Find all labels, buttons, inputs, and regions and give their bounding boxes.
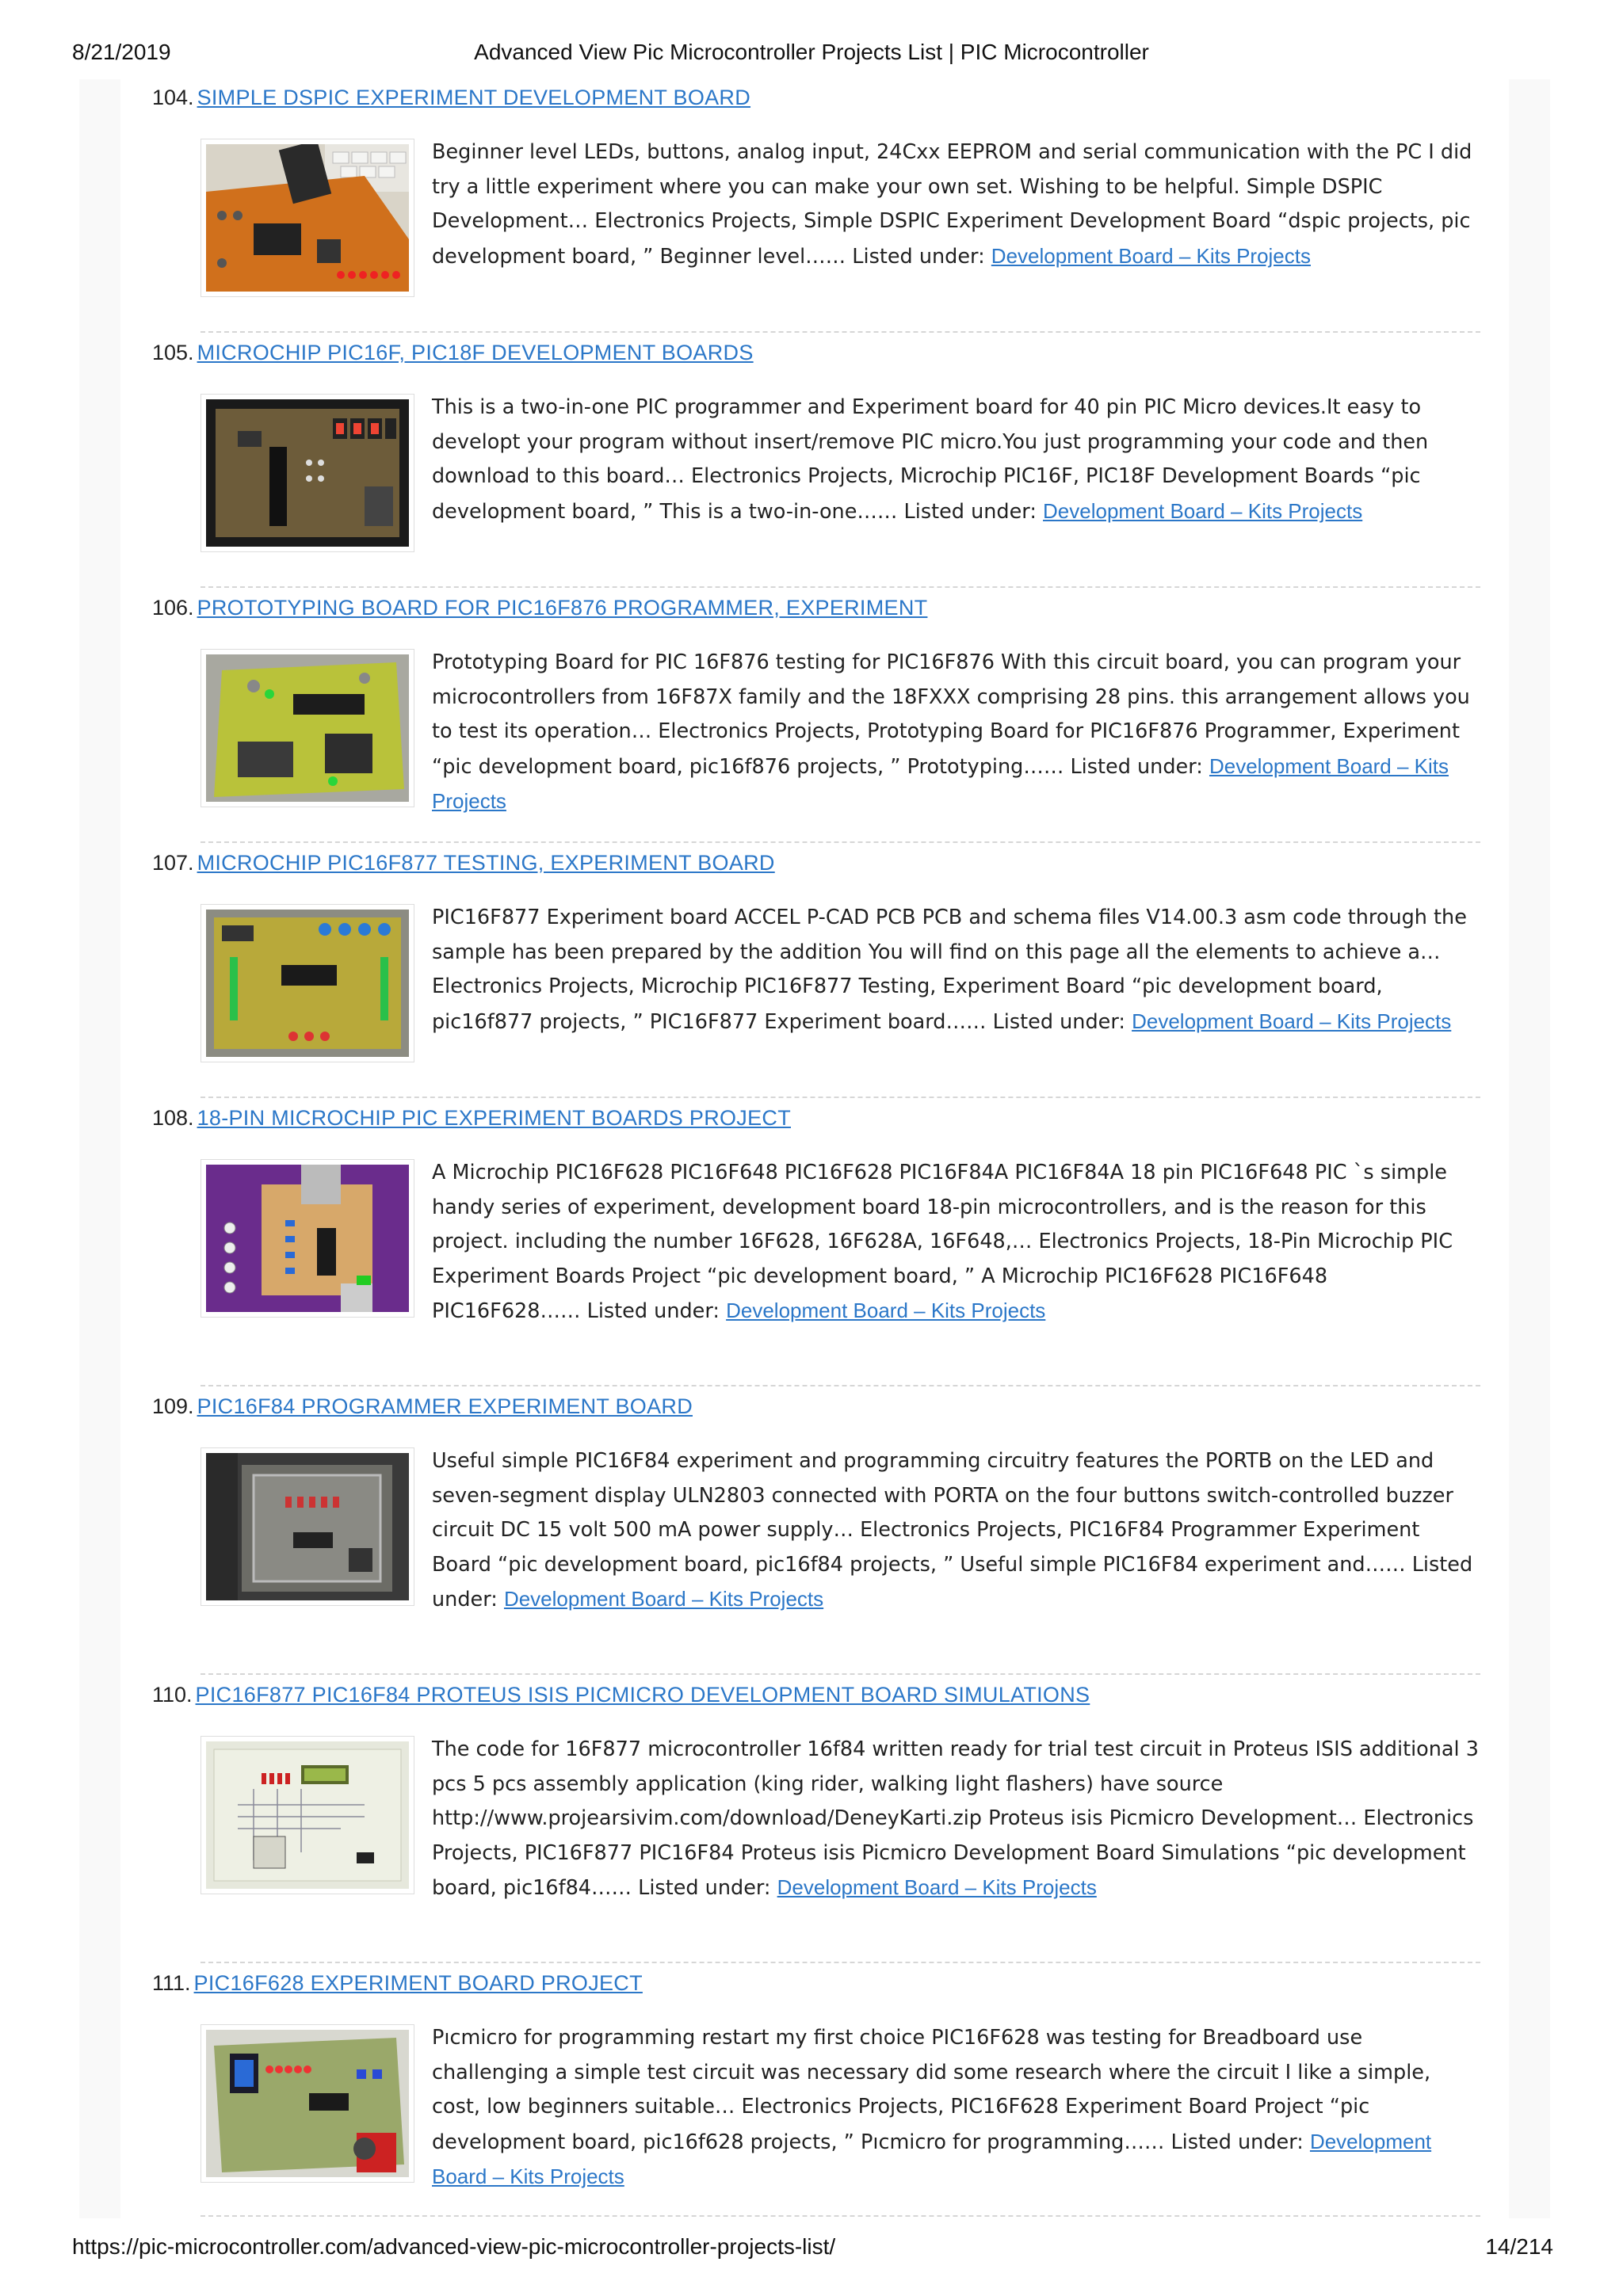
pcb-photo-image xyxy=(206,1453,409,1600)
description-text: Prototyping Board for PIC 16F876 testing for PIC16F876 With this circuit board, you can program your microcontrollers from 16F87X family and the 18FXXX comprising 28 pins. this arrangement allows you to test its operation… Electronics Projects, Prototyping Board for PIC16F876 Programmer, Experiment “pic development board, pic16f876 projects, ” Prototyping…… xyxy=(432,650,1470,779)
print-footer-url: https://pic-microcontroller.com/advanced-view-pic-microcontroller-projects-list/ xyxy=(72,2234,836,2259)
entry-separator xyxy=(200,1962,1480,1963)
listed-under-label: Listed under: xyxy=(1170,2130,1304,2154)
pcb-photo-image xyxy=(206,144,409,292)
entry-number: 106. xyxy=(152,596,194,620)
project-entry xyxy=(152,1392,1480,1611)
entry-description xyxy=(432,1733,1480,1906)
description-text: Pıcmicro for programming restart my first choice PIC16F628 was testing for Breadboard use challenging a simple test circuit was necessary did some research where the circuit I like a simple, cost, low beginners suitable… Electronics Projects, PIC16F628 Experiment Board Project “pic development board, pic16f628 projects, ” Pıcmicro for programming…… xyxy=(432,2026,1431,2154)
pcb-photo-image xyxy=(206,910,409,1057)
entry-thumbnail[interactable] xyxy=(200,904,414,1062)
project-entry xyxy=(152,1104,1480,1323)
entry-title-link[interactable]: PIC16F628 EXPERIMENT BOARD PROJECT xyxy=(193,1971,643,1995)
entry-thumbnail[interactable] xyxy=(200,2024,414,2183)
entry-heading xyxy=(152,849,1480,877)
category-link[interactable]: Development Board – Kits Projects xyxy=(726,1299,1046,1322)
schematic-image xyxy=(206,1741,409,1889)
entry-title-link[interactable]: PIC16F84 PROGRAMMER EXPERIMENT BOARD xyxy=(197,1394,693,1418)
entry-title-link[interactable]: MICROCHIP PIC16F, PIC18F DEVELOPMENT BOARDS xyxy=(197,341,754,364)
entry-heading xyxy=(152,83,1480,112)
category-link[interactable]: Development Board – Kits Projects xyxy=(1132,1009,1452,1033)
entry-number: 105. xyxy=(152,341,194,364)
entry-number: 111. xyxy=(152,1971,191,1995)
entry-separator xyxy=(200,1097,1480,1098)
project-entry xyxy=(152,593,1480,813)
project-entry xyxy=(152,83,1480,269)
category-link[interactable]: Development Board – Kits Projects xyxy=(432,753,1449,813)
category-link[interactable]: Development Board – Kits Projects xyxy=(991,243,1311,268)
listed-under-label: Listed under: xyxy=(852,244,985,269)
entry-thumbnail[interactable] xyxy=(200,1447,414,1606)
project-entry xyxy=(152,1969,1480,2188)
entry-heading xyxy=(152,1969,1480,1997)
print-page-title: Advanced View Pic Microcontroller Projects List | PIC Microcontroller xyxy=(474,40,1149,64)
entry-description xyxy=(432,1444,1480,1618)
listed-under-label: Listed under: xyxy=(992,1009,1125,1034)
description-text: Beginner level LEDs, buttons, analog input, 24Cxx EEPROM and serial communication with the PC I did try a little experiment where you can make your own set. Wishing to be helpful. Simple DSPIC Development… Electronics Projects, Simple DSPIC Experiment Development Board “dspic projects, pic development board, ” Beginner level…… xyxy=(432,140,1472,269)
description-text: The code for 16F877 microcontroller 16f84 written ready for trial test circuit in Proteus ISIS additional 3 pcs 5 pcs assembly application (king rider, walking light flashers) have source http://www.projearsivim.com/download/DeneyKarti.zip Proteus isis Picmicro Development… Electronics Projects, PIC16F877 PIC16F84 Proteus isis Picmicro Development Board Simulations “pic development board, pic16f84…… xyxy=(432,1737,1479,1900)
description-text: PIC16F877 Experiment board ACCEL P-CAD PCB PCB and schema files V14.00.3 asm code through the sample has been prepared by the addition You will find on this page all the elements to achieve a…Electronics Projects, Microchip PIC16F877 Testing, Experiment Board “pic development board, pic16f877 projects, ” PIC16F877 Experiment board…… xyxy=(432,906,1467,1034)
entry-description xyxy=(432,2021,1480,2195)
entry-heading xyxy=(152,338,1480,367)
entry-heading xyxy=(152,1680,1480,1709)
entry-thumbnail[interactable] xyxy=(200,1736,414,1894)
entry-title-link[interactable]: PIC16F877 PIC16F84 PROTEUS ISIS PICMICRO DEVELOPMENT BOARD SIMULATIONS xyxy=(195,1683,1090,1707)
entry-description xyxy=(432,1156,1480,1329)
listed-under-label: Listed under: xyxy=(586,1299,720,1323)
entry-description xyxy=(432,901,1480,1039)
project-entry xyxy=(152,338,1480,524)
pcb-photo-image xyxy=(206,654,409,802)
entry-description xyxy=(432,391,1480,529)
entry-separator xyxy=(200,1673,1480,1675)
entry-heading xyxy=(152,593,1480,622)
entry-thumbnail[interactable] xyxy=(200,649,414,807)
entry-thumbnail[interactable] xyxy=(200,139,414,297)
entry-separator xyxy=(200,2215,1480,2217)
listed-under-label: Listed under: xyxy=(903,499,1037,524)
entry-title-link[interactable]: PROTOTYPING BOARD FOR PIC16F876 PROGRAMMER, EXPERIMENT xyxy=(197,596,928,620)
project-entry xyxy=(152,1680,1480,1900)
print-page-number: 14/214 xyxy=(1485,2234,1553,2259)
entry-separator xyxy=(200,331,1480,333)
description-text: A Microchip PIC16F628 PIC16F648 PIC16F628 PIC16F84A PIC16F84A 18 pin PIC16F648 PIC `s simple handy series of experiment, development board 18-pin microcontrollers, and is the reason for this project. including the number 16F628, 16F628A, 16F648,… Electronics Projects, 18-Pin Microchip PIC Experiment Boards Project “pic development board, ” A Microchip PIC16F628 PIC16F648 PIC16F628…… xyxy=(432,1161,1453,1323)
pcb-photo-image xyxy=(206,399,409,547)
entry-separator xyxy=(200,841,1480,843)
entry-number: 109. xyxy=(152,1394,194,1418)
pcb-photo-image xyxy=(206,2030,409,2177)
entry-title-link[interactable]: MICROCHIP PIC16F877 TESTING, EXPERIMENT BOARD xyxy=(197,851,775,875)
entry-separator xyxy=(200,586,1480,588)
category-link[interactable]: Development Board – Kits Projects xyxy=(432,2129,1432,2188)
entry-separator xyxy=(200,1385,1480,1386)
description-text: This is a two-in-one PIC programmer and Experiment board for 40 pin PIC Micro devices.It easy to developt your program without insert/remove PIC micro.You just programming your code and then download to this board… Electronics Projects, Microchip PIC16F, PIC18F Development Boards “pic development board, ” This is a two-in-one…… xyxy=(432,395,1429,524)
category-link[interactable]: Development Board – Kits Projects xyxy=(503,1587,824,1611)
entry-title-link[interactable]: SIMPLE DSPIC EXPERIMENT DEVELOPMENT BOARD xyxy=(197,86,751,109)
entry-number: 107. xyxy=(152,851,194,875)
listed-under-label: Listed under: xyxy=(1070,754,1203,779)
listed-under-label: Listed under: xyxy=(638,1876,771,1900)
entry-number: 108. xyxy=(152,1106,194,1130)
description-text: Useful simple PIC16F84 experiment and programming circuitry features the PORTB on the LED and seven-segment display ULN2803 connected with PORTA on the four buttons switch-controlled buzzer circuit DC 15 volt 500 mA power supply… Electronics Projects, PIC16F84 Programmer Experiment Board “pic development board, pic16f84 projects, ” Useful simple PIC16F84 experiment and…… xyxy=(432,1449,1453,1577)
category-link[interactable]: Development Board – Kits Projects xyxy=(1043,498,1363,523)
entry-title-link[interactable]: 18-PIN MICROCHIP PIC EXPERIMENT BOARDS PROJECT xyxy=(197,1106,791,1130)
print-date: 8/21/2019 xyxy=(72,40,171,64)
entry-number: 104. xyxy=(152,86,194,109)
pcb-photo-image xyxy=(206,1165,409,1312)
entry-number: 110. xyxy=(152,1683,193,1707)
entry-heading xyxy=(152,1104,1480,1132)
entry-thumbnail[interactable] xyxy=(200,394,414,552)
category-link[interactable]: Development Board – Kits Projects xyxy=(777,1875,1097,1899)
listed-under-label: Listed under: xyxy=(432,1552,1473,1611)
entry-description xyxy=(432,135,1480,274)
entry-thumbnail[interactable] xyxy=(200,1159,414,1318)
project-entry xyxy=(152,849,1480,1034)
entry-description xyxy=(432,646,1480,820)
entry-heading xyxy=(152,1392,1480,1421)
